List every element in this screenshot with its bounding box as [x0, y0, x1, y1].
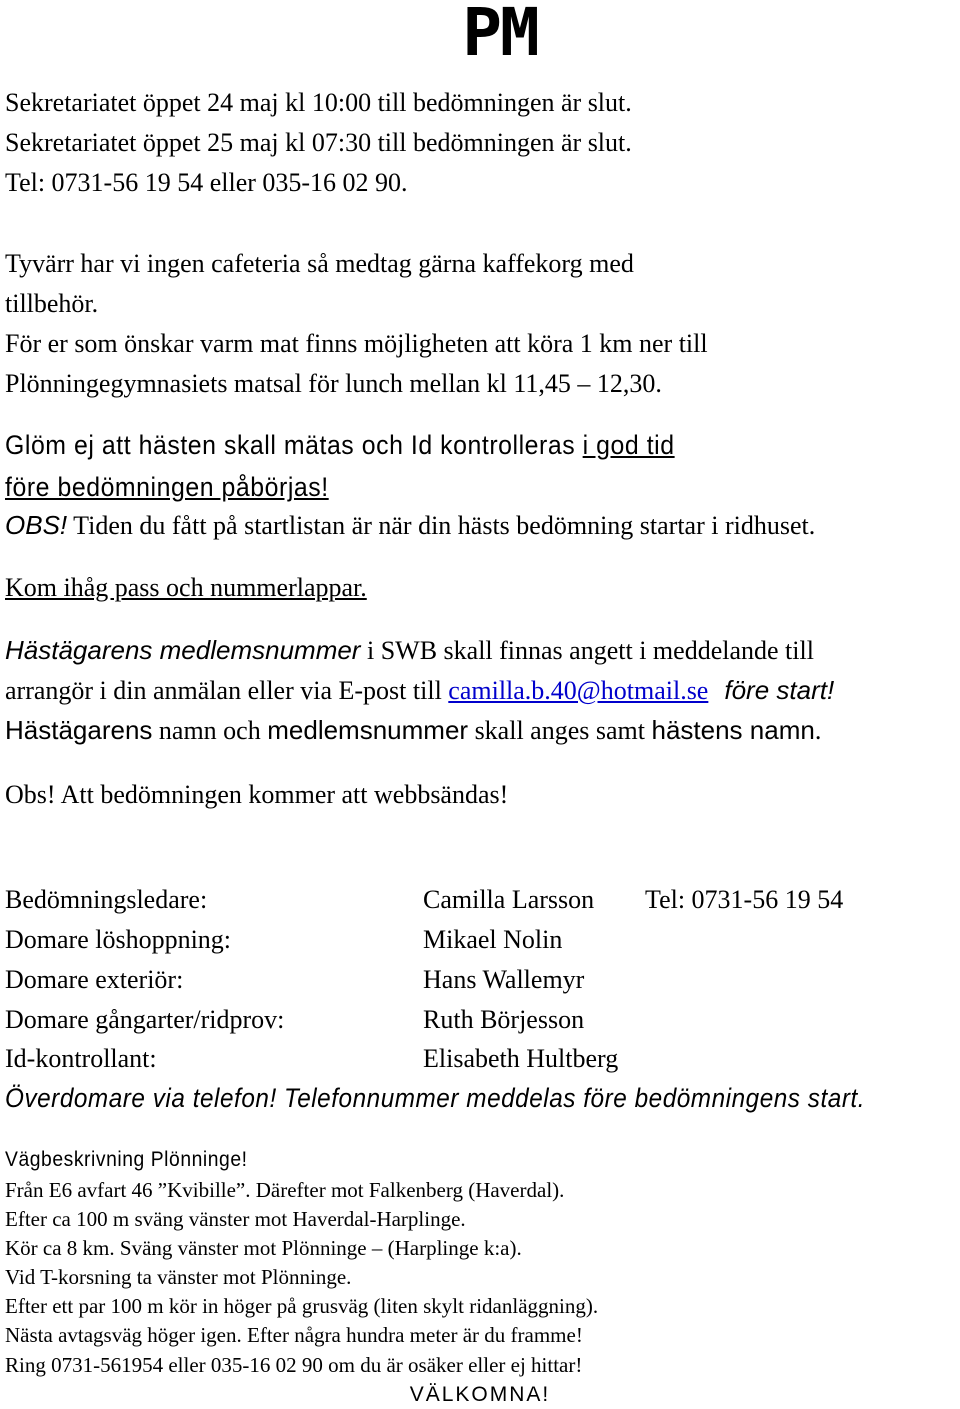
official-name: Hans Wallemyr [423, 965, 585, 994]
cafe-line-1: Tyvärr har vi ingen cafeteria så medtag gärna kaffekorg med [5, 249, 634, 278]
directions-heading-text: Vägbeskrivning Plönninge! [5, 1148, 248, 1171]
direction-step: Vid T-korsning ta vänster mot Plönninge. [5, 1265, 352, 1289]
official-name: Ruth Börjesson [423, 1005, 585, 1034]
directions-heading [5, 1146, 269, 1173]
obs-label: OBS! [5, 510, 68, 540]
lunch-line-1: För er som önskar varm mat finns möjligheten att köra 1 km ner till [5, 329, 708, 358]
official-name: Elisabeth Hultberg [423, 1044, 619, 1073]
official-role: Domare löshoppning: [5, 925, 232, 954]
page-title: PM [462, 0, 538, 71]
official-phone: Tel: 0731-56 19 54 [645, 885, 844, 914]
direction-step: Nästa avtagsväg höger igen. Efter några hundra meter är du framme! [5, 1323, 583, 1347]
owner-label: Hästägarens [5, 715, 153, 745]
reminder-line-2 [5, 472, 357, 502]
deadline-emphasis: före start! [724, 675, 835, 705]
owner-text-1: namn och [152, 716, 268, 745]
official-name: Camilla Larsson [423, 885, 595, 914]
obs-line [5, 510, 815, 541]
official-role: Domare exteriör: [5, 965, 184, 994]
direction-step: Ring 0731-561954 eller 035-16 02 90 om du är osäker eller ej hittar! [5, 1353, 583, 1377]
member-line-3 [5, 715, 821, 746]
direction-step: Efter ett par 100 m kör in höger på grusväg (liten skylt ridanläggning). [5, 1294, 599, 1318]
welcome-text: VÄLKOMNA! [409, 1383, 551, 1406]
pass-reminder: Kom ihåg pass och nummerlappar. [5, 573, 367, 602]
period: . [814, 716, 822, 745]
direction-step: Från E6 avfart 46 ”Kvibille”. Därefter mot Falkenberg (Haverdal). [5, 1178, 565, 1202]
official-name: Mikael Nolin [423, 925, 563, 954]
reminder-text-2: före bedömningen påbörjas! [5, 472, 329, 502]
webcast-notice: Obs! Att bedömningen kommer att webbsändas! [5, 780, 509, 809]
horse-name-label: hästens namn [651, 715, 815, 745]
obs-text: Tiden du fått på startlistan är när din hästs bedömning startar i ridhuset. [67, 511, 816, 540]
reminder-text: Glöm ej att hästen skall mätas och Id kontrolleras [5, 430, 583, 460]
member-text-2: arrangör i din anmälan eller via E-post till [5, 676, 449, 705]
official-role: Bedömningsledare: [5, 885, 208, 914]
direction-step: Kör ca 8 km. Sväng vänster mot Plönninge – (Harplinge k:a). [5, 1236, 522, 1260]
owner-text-2: skall anges samt [468, 716, 652, 745]
member-number-label: medlemsnummer [267, 715, 469, 745]
head-judge-text: Överdomare via telefon! Telefonnummer meddelas före bedömningens start. [5, 1083, 866, 1113]
member-text: i SWB skall finnas angett i meddelande till [360, 636, 814, 665]
secretariat-phone: Tel: 0731-56 19 54 eller 035-16 02 90. [5, 168, 408, 197]
member-line-2 [5, 675, 834, 706]
reminder-line-1 [5, 430, 733, 460]
head-judge-notice [5, 1083, 960, 1113]
lunch-line-2: Plönningegymnasiets matsal för lunch mellan kl 11,45 – 12,30. [5, 369, 662, 398]
official-role: Id-kontrollant: [5, 1044, 157, 1073]
member-line-1 [5, 635, 814, 666]
official-role: Domare gångarter/ridprov: [5, 1005, 285, 1034]
secretariat-line-1: Sekretariatet öppet 24 maj kl 10:00 till bedömningen är slut. [5, 88, 632, 117]
member-emphasis: Hästägarens medlemsnummer [5, 635, 361, 665]
cafe-line-2: tillbehör. [5, 289, 99, 318]
email-link[interactable]: camilla.b.40@hotmail.se [448, 676, 709, 705]
secretariat-line-2: Sekretariatet öppet 25 maj kl 07:30 till bedömningen är slut. [5, 128, 632, 157]
reminder-emphasis: i god tid [582, 430, 675, 460]
direction-step: Efter ca 100 m sväng vänster mot Haverdal-Harplinge. [5, 1207, 466, 1231]
